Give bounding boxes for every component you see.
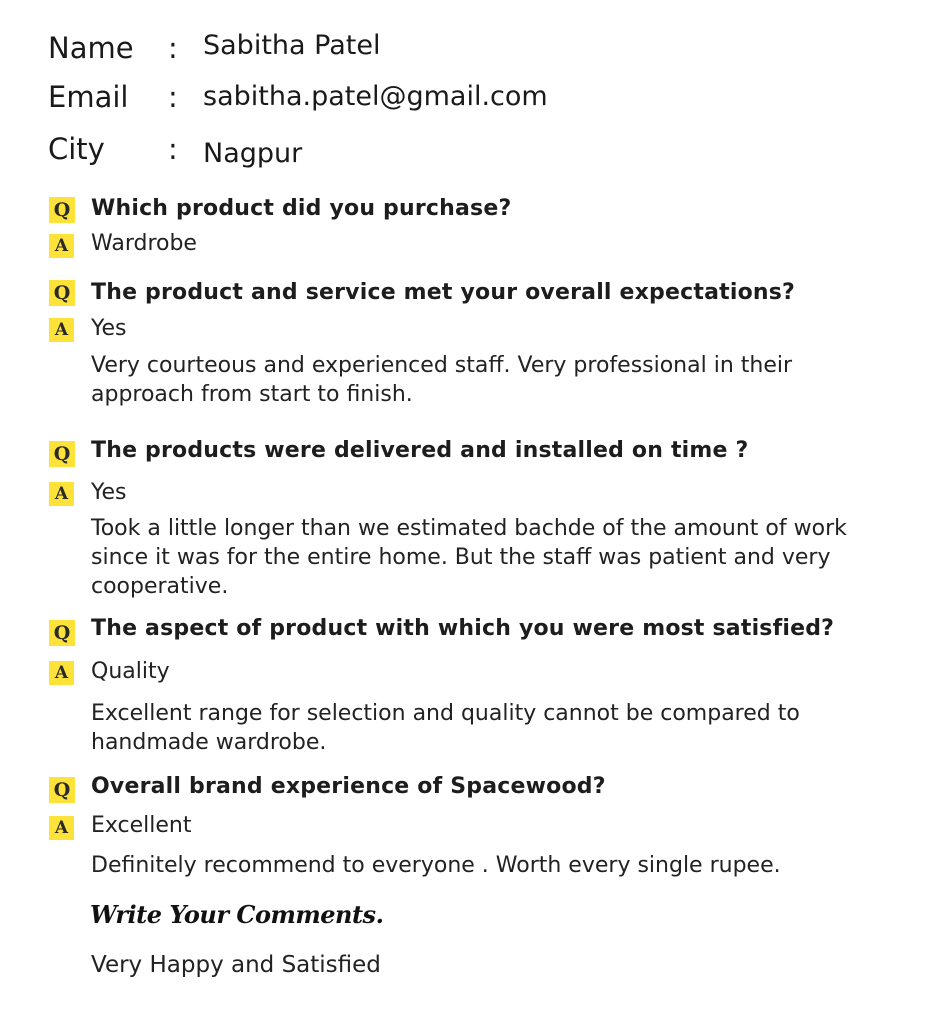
answer-icon: A <box>49 482 74 506</box>
email-label: Email <box>48 80 129 114</box>
answer-text: Quality <box>91 659 170 684</box>
question-icon: Q <box>49 441 75 467</box>
email-value: sabitha.patel@gmail.com <box>203 81 548 112</box>
city-separator: : <box>168 132 178 166</box>
question-text: The products were delivered and installed on time ? <box>91 438 749 463</box>
comments-text: Very Happy and Satisfied <box>91 952 381 978</box>
answer-detail: Definitely recommend to everyone . Worth every single rupee. <box>91 853 781 878</box>
question-icon: Q <box>49 620 75 646</box>
answer-text: Yes <box>91 480 127 505</box>
name-label: Name <box>48 31 134 65</box>
answer-icon: A <box>49 234 74 258</box>
answer-icon: A <box>49 318 74 342</box>
city-value: Nagpur <box>203 138 303 169</box>
answer-text: Yes <box>91 316 127 341</box>
city-label: City <box>48 132 105 166</box>
question-text: Which product did you purchase? <box>91 196 512 221</box>
answer-detail: Took a little longer than we estimated bachde of the amount of work since it was for the entire home. But the staff was patient and very cooperative. <box>91 516 847 599</box>
name-value: Sabitha Patel <box>203 30 381 61</box>
name-separator: : <box>168 31 178 65</box>
comments-heading: Write Your Comments. <box>90 900 384 929</box>
answer-text: Excellent <box>91 813 192 838</box>
question-text: The product and service met your overall expectations? <box>91 280 796 305</box>
answer-detail: Very courteous and experienced staff. Very professional in their approach from start to finish. <box>91 353 793 407</box>
email-separator: : <box>168 80 178 114</box>
question-icon: Q <box>49 197 75 223</box>
answer-icon: A <box>49 661 74 685</box>
question-text: Overall brand experience of Spacewood? <box>91 774 606 799</box>
answer-text: Wardrobe <box>91 231 197 256</box>
answer-detail: Excellent range for selection and quality cannot be compared to handmade wardrobe. <box>91 701 800 755</box>
question-icon: Q <box>49 280 75 306</box>
question-icon: Q <box>49 777 75 803</box>
question-text: The aspect of product with which you were most satisfied? <box>91 616 835 641</box>
answer-icon: A <box>49 816 74 840</box>
